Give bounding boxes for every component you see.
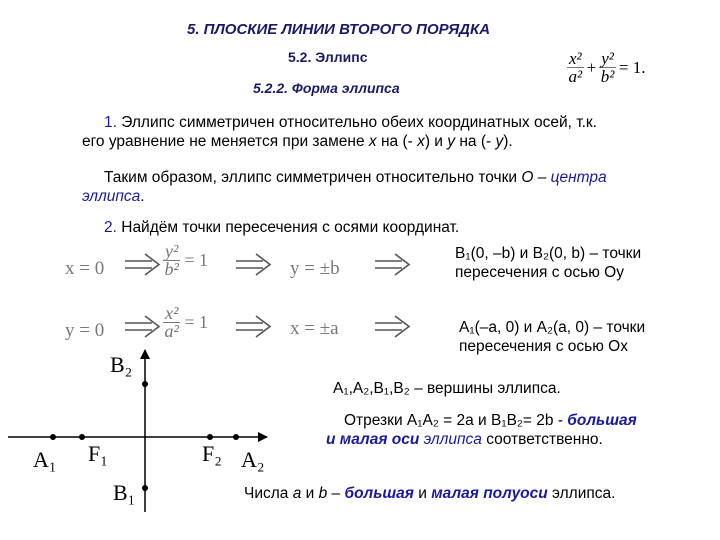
axes-and: и [326,431,336,448]
semi-end: эллипса. [547,485,616,502]
note-oy-line1: B₁(0, –b) и B₂(0, b) – точки [455,245,642,262]
para2-dot: . [140,188,145,205]
para2-dash: – [533,169,551,186]
para1-line1: Эллипс симметричен относительно обеих координатных осей, т.к. [116,114,597,131]
label-a1: A₁ [33,447,57,472]
para1-mid3: на (- [455,133,496,150]
a-squared: a² [568,67,583,86]
b-squared: b² [600,67,615,86]
equation-rhs: = 1. [618,57,646,77]
para1-end: ). [503,133,513,150]
implication-arrows [125,254,409,337]
condition-y-zero: y = 0 [65,320,105,341]
label-b1: B₁ [113,480,136,505]
label-f2: F₂ [202,441,222,466]
semi-dash: – [327,485,345,502]
implies-arrow-icon [236,316,270,337]
para2-text: Таким образом, эллипс симметричен относительно точки [104,169,522,186]
var-x: x [417,133,425,150]
plus-sign: + [586,57,597,77]
section-title: 5.2. Эллипс [288,49,368,65]
result-x-pm-a: x = ±a [290,318,339,339]
axes-resp: соответственно. [481,431,603,448]
label-a2: A₂ [241,447,265,472]
para1-mid1: на (- [376,133,418,150]
label-b2: B₂ [110,352,133,377]
var-b: b [318,485,328,502]
implies-arrow-icon [125,254,159,275]
focus-f1-point [79,434,85,440]
semi-prefix: Числа [244,485,293,502]
term-ellipse: эллипса [419,431,482,448]
vertex-a1-point [50,434,56,440]
point-o: O [521,169,534,186]
y-squared: y² [165,241,179,261]
note-ox-line2: пересечения с осью Ox [459,338,628,355]
subsection-title: 5.2.2. Форма эллипса [253,80,400,96]
item-number-2: 2. [104,219,117,236]
var-a: a [292,485,302,502]
result-y-pm-b: y = ±b [290,258,340,279]
row1-rhs: = 1 [184,250,209,270]
vertex-a2-point [233,434,239,440]
condition-x-zero: x = 0 [65,258,105,279]
var-x: x [368,133,377,150]
semi-and1: и [301,485,319,502]
note-ox-line1: A₁(–a, 0) и A₂(a, 0) – точки [459,319,646,336]
item-number-1: 1. [104,114,117,131]
para1-mid2: ) и [424,133,448,150]
var-y: y [447,133,456,150]
page-title: 5. ПЛОСКИЕ ЛИНИИ ВТОРОГО ПОРЯДКА [187,21,491,38]
focus-f2-point [207,434,213,440]
vertex-b1-point [142,485,148,491]
para1-line2-text: его уравнение не меняется при замене [82,133,369,150]
a-squared: a² [164,321,179,341]
var-y: y [495,133,504,150]
semi-and2: и [413,485,432,502]
x-squared: x² [569,49,582,68]
label-f1: F₁ [88,441,108,466]
y-squared: y² [601,49,614,68]
term-minor-axis: малая оси [335,431,420,448]
implies-arrow-icon [375,316,409,337]
row2-rhs: = 1 [184,312,209,332]
term-major: большая [563,412,637,429]
vertices-text: A₁,A₂,B₁,B₂ – вершины эллипса. [333,380,561,397]
term-major-semi: большая [344,485,414,502]
axes-line1: Отрезки A₁A₂ = 2a и B₁B₂= 2b - [344,412,563,429]
x-squared: x² [165,303,179,323]
b-squared: b² [164,259,179,279]
implies-arrow-icon [125,316,159,337]
implies-arrow-icon [375,254,409,275]
term-minor-semi: малая полуоси [431,485,548,502]
vertex-b2-point [142,381,148,387]
note-oy-line2: пересечения с осью Oy [455,264,624,281]
implies-arrow-icon [236,254,270,275]
para3-text: Найдём точки пересечения с осями координат. [116,219,460,236]
term-center: центра [550,169,607,186]
term-ellipse: эллипса [82,188,141,205]
